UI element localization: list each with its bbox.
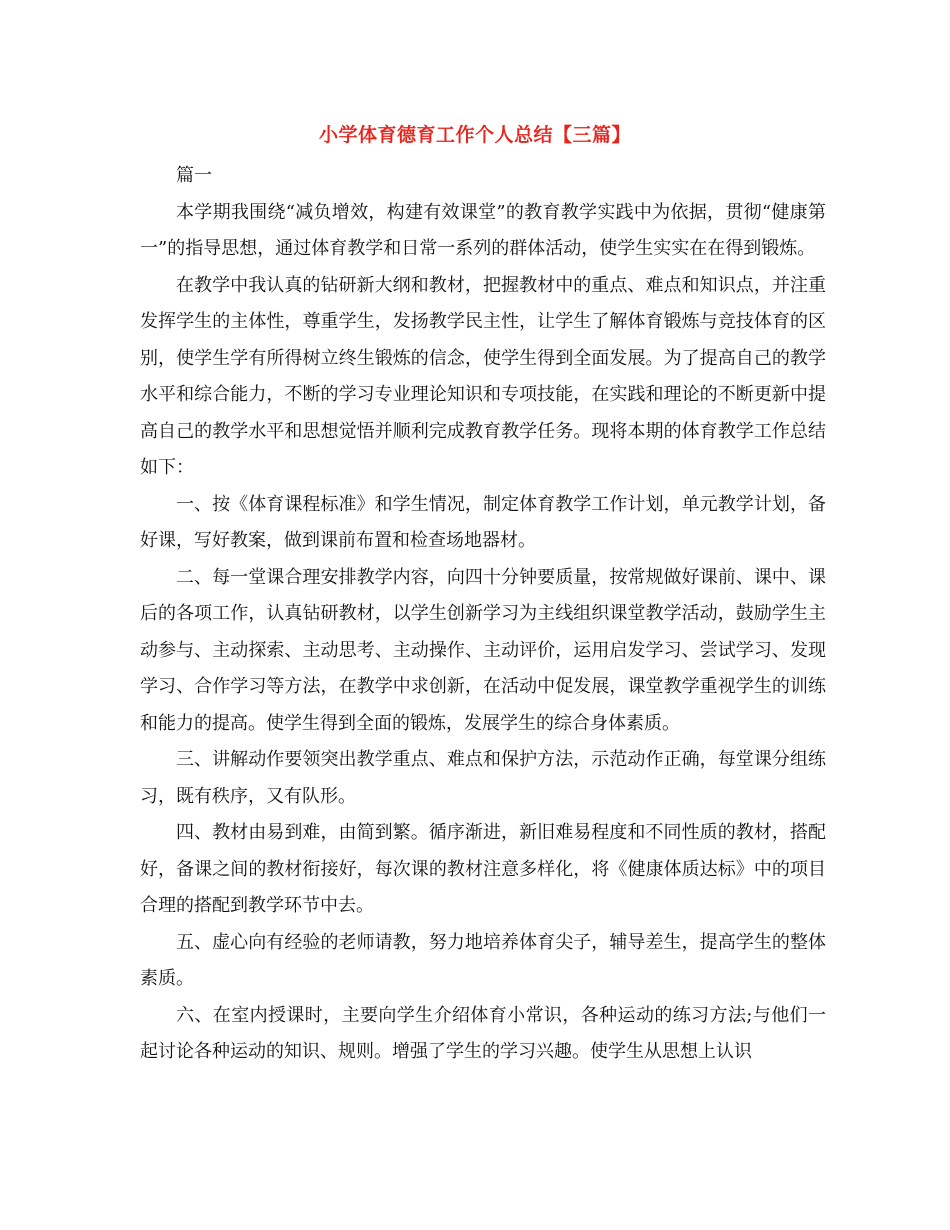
paragraph-item-2: 二、每一堂课合理安排教学内容，向四十分钟要质量，按常规做好课前、课中、课后的各项工作，认真钻研教材，以学生创新学习为主线组织课堂教学活动，鼓励学生主动参与、主动探索、主动思考、主动操作、主动评价，运用启发学习、尝试学习、发现学习、合作学习等方法，在教学中求创新，在活动中促发展，课堂教学重视学生的训练和能力的提高。使学生得到全面的锻炼，发展学生的综合身体素质。 — [140, 566, 826, 734]
document-body — [140, 158, 826, 1071]
document-title: 小学体育德育工作个人总结【三篇】 — [318, 124, 631, 146]
paragraph-item-5: 五、虚心向有经验的老师请教，努力地培养体育尖子，辅导差生，提高学生的整体素质。 — [140, 931, 826, 989]
paragraph-intro: 本学期我围绕“减负增效，构建有效课堂”的教育教学实践中为依据，贯彻“健康第一”的指导思想，通过体育教学和日常一系列的群体活动，使学生实实在在得到锻炼。 — [140, 201, 826, 259]
section-heading: 篇一 — [176, 165, 212, 186]
paragraph-item-1: 一、按《体育课程标准》和学生情况，制定体育教学工作计划，单元教学计划，备好课，写好教案，做到课前布置和检查场地器材。 — [140, 493, 826, 551]
paragraph-item-6: 六、在室内授课时，主要向学生介绍体育小常识，各种运动的练习方法;与他们一起讨论各种运动的知识、规则。增强了学生的学习兴趣。使学生从思想上认识 — [140, 1004, 826, 1062]
paragraph-item-3: 三、讲解动作要领突出教学重点、难点和保护方法，示范动作正确，每堂课分组练习，既有秩序，又有队形。 — [140, 749, 826, 807]
paragraph-item-4: 四、教材由易到难，由简到繁。循序渐进，新旧难易程度和不同性质的教材，搭配好，备课之间的教材衔接好，每次课的教材注意多样化，将《健康体质达标》中的项目合理的搭配到教学环节中去。 — [140, 822, 826, 916]
paragraph-teaching: 在教学中我认真的钻研新大纲和教材，把握教材中的重点、难点和知识点，并注重发挥学生的主体性，尊重学生，发扬教学民主性，让学生了解体育锻炼与竞技体育的区别，使学生学有所得树立终生锻炼的信念，使学生得到全面发展。为了提高自己的教学水平和综合能力，不断的学习专业理论知识和专项技能，在实践和理论的不断更新中提高自己的教学水平和思想觉悟并顺利完成教育教学任务。现将本期的体育教学工作总结如下： — [140, 274, 826, 478]
